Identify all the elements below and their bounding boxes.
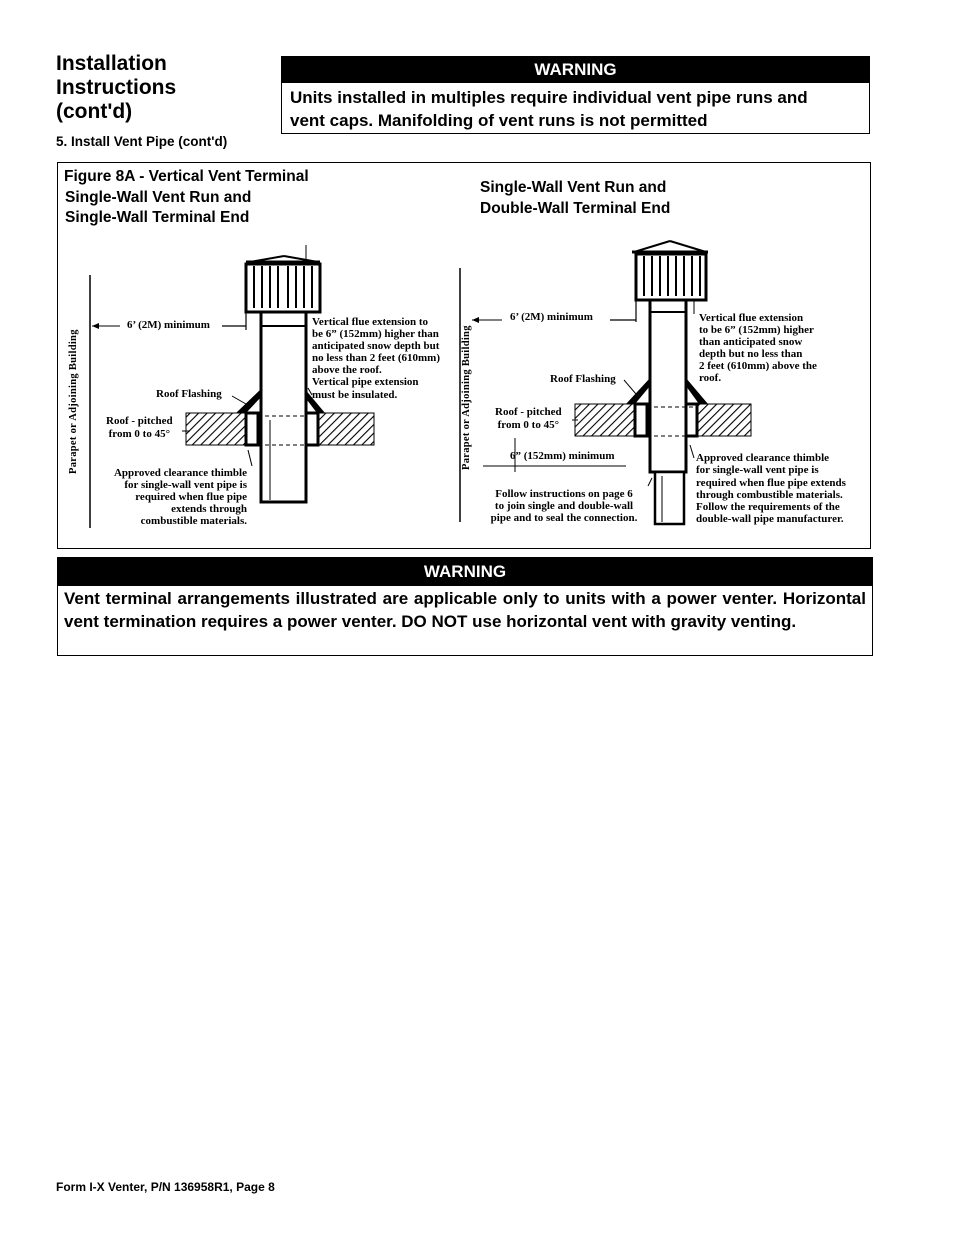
vent-pipe — [261, 312, 306, 502]
caption-line: Single-Wall Vent Run and — [480, 179, 667, 196]
roof-pitched-label: Roof - pitched from 0 to 45° — [106, 415, 173, 440]
caption-line: Single-Wall Terminal End — [65, 209, 250, 226]
roof-hatch — [697, 404, 751, 436]
roof-hatch — [316, 413, 374, 445]
min-6ft-label: 6’ (2M) minimum — [510, 311, 593, 323]
roof-flashing-label: Roof Flashing — [550, 373, 616, 385]
thimble-note: Approved clearance thimble for single-wall vent pipe is required when flue pipe extends through combustible materials. Follow the requirements of the double-wall pipe manufacturer. — [696, 452, 846, 526]
caption-line: Double-Wall Terminal End — [480, 199, 671, 217]
roof-pitched-label: Roof - pitched from 0 to 45° — [495, 406, 562, 431]
parapet-label: Parapet or Adjoining Building — [68, 329, 79, 474]
section-subheading: 5. Install Vent Pipe (cont'd) — [56, 134, 228, 149]
page-footer: Form I-X Venter, P/N 136958R1, Page 8 — [56, 1180, 275, 1194]
title-line-1: Installation — [56, 52, 167, 75]
warning-line-1: Units installed in multiples require individual vent pipe runs and — [290, 88, 808, 107]
warning-label: WARNING — [282, 57, 869, 83]
follow-instructions-note: Follow instructions on page 6 to join single and double-wall pipe and to seal the connection. — [490, 488, 638, 525]
clearance-thimble — [306, 413, 318, 445]
warning-label: WARNING — [58, 558, 872, 586]
caption-line: Single-Wall Vent Run and — [65, 188, 252, 206]
double-wall-pipe — [650, 300, 686, 472]
parapet-label: Parapet or Adjoining Building — [461, 325, 472, 470]
title-line-2: Instructions — [56, 76, 177, 99]
warning-text: Vent terminal arrangements illustrated are applicable only to units with a power venter. Horizontal vent termination requires a power venter. DO NOT use horizontal vent with gravity venting. — [64, 589, 866, 631]
min-6in-label: 6” (152mm) minimum — [510, 450, 615, 462]
min-6ft-label: 6’ (2M) minimum — [127, 319, 210, 331]
vent-cap — [246, 256, 320, 312]
warning-line-2: vent caps. Manifolding of vent runs is not permitted — [290, 111, 708, 130]
roof-hatch — [186, 413, 246, 445]
flue-extension-note: Vertical flue extension to be 6” (152mm) higher than anticipated snow depth but no less than 2 feet (610mm) above the roof. — [699, 312, 817, 385]
figure-title: Figure 8A - Vertical Vent Terminal — [64, 168, 309, 185]
title-line-3: (cont'd) — [56, 100, 133, 123]
flue-extension-note: Vertical flue extension to be 6” (152mm) higher than anticipated snow depth but no less than 2 feet (610mm) above the roof. Vertical pipe extension must be insulated. — [312, 316, 441, 401]
single-wall-pipe — [655, 472, 684, 524]
roof-flashing — [626, 378, 650, 404]
clearance-thimble — [246, 413, 258, 445]
roof-flashing-label: Roof Flashing — [156, 388, 222, 400]
warning-box-bottom — [57, 557, 873, 656]
thimble-note: Approved clearance thimble for single-wall vent pipe is required when flue pipe extends through combustible materials. — [113, 467, 247, 528]
vent-cap — [632, 241, 708, 300]
roof-hatch — [575, 404, 635, 436]
